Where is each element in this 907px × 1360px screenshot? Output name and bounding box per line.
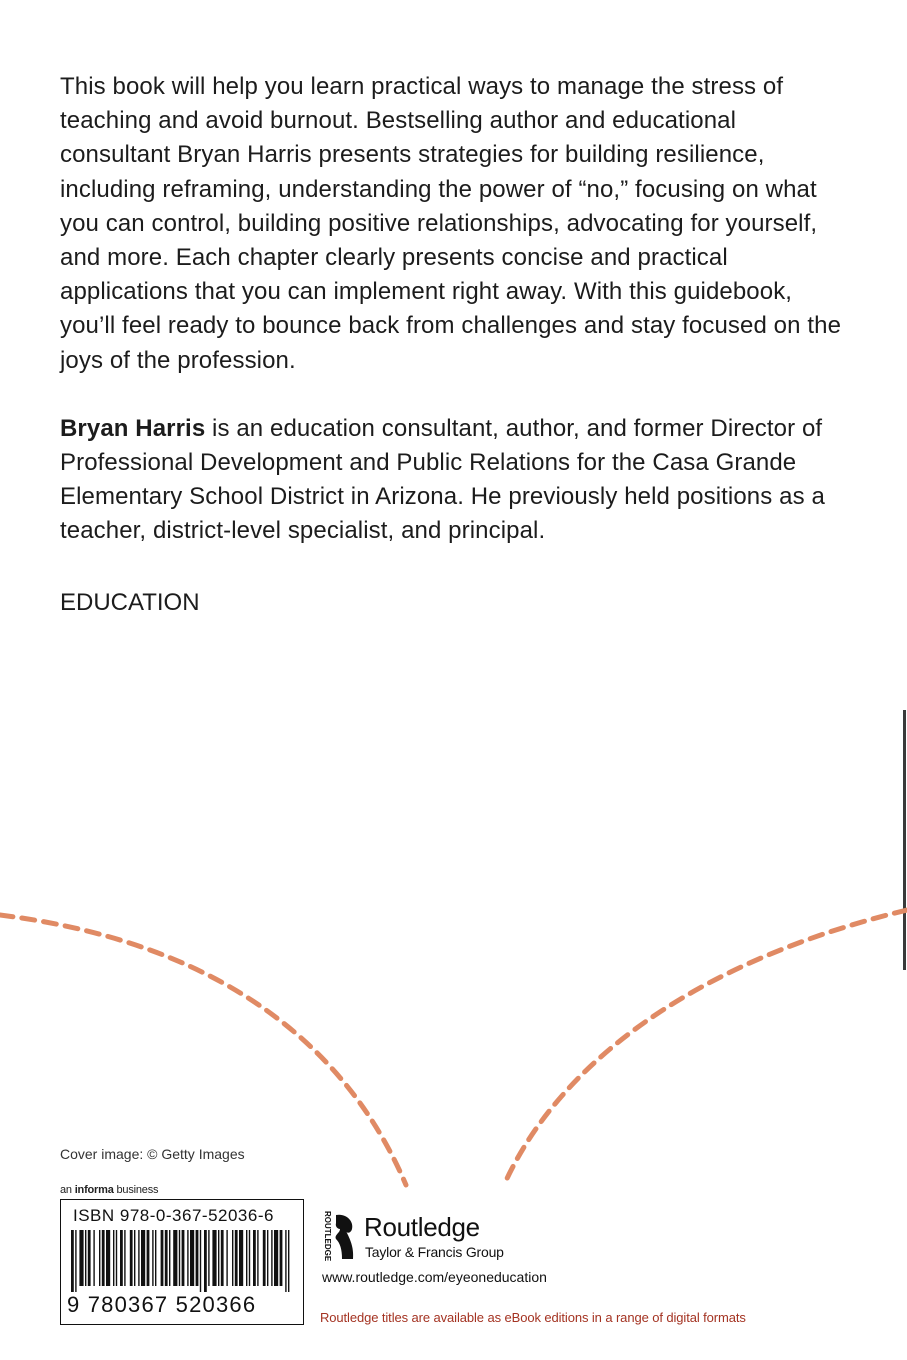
publisher-name: Routledge — [364, 1212, 480, 1242]
barcode-bar — [288, 1230, 289, 1292]
barcode-bar — [218, 1230, 219, 1286]
barcode-bar — [200, 1230, 201, 1292]
description-paragraph: This book will help you learn practical ways to manage the stress of teaching and avoid burnout. Bestselling author and educational consultant Bryan Harris presents strategies for building resilience, including reframing, understanding the power of “no,” focusing on what you can control, building positive relationships, advocating for yourself, and more. Each chapter clearly presents concise and practical applications that you can implement right away. With this guidebook, you’ll feel ready to bounce back from challenges and stay focused on the joys of the profession. — [60, 73, 842, 374]
barcode-bar — [106, 1230, 110, 1286]
barcode-bar — [165, 1230, 168, 1286]
barcode-bar — [187, 1230, 188, 1286]
barcode-bar — [169, 1230, 170, 1286]
barcode-icon — [69, 1230, 295, 1292]
barcode-bar — [130, 1230, 133, 1286]
barcode-bar — [267, 1230, 268, 1286]
author-bio: is an education consultant, author, and former Director of Professional Development and Public Relations for the Casa Grande Elementary School District in Arizona. He previously held positions as a teacher, district-level specialist, and principal. — [60, 414, 825, 545]
barcode-bar — [208, 1230, 209, 1286]
barcode-bar — [182, 1230, 185, 1286]
barcode-bar — [75, 1230, 76, 1292]
barcode-bar — [85, 1230, 86, 1286]
barcode-bar — [212, 1230, 216, 1286]
informa-business-tag: an informa business — [60, 1184, 159, 1196]
barcode-bar — [232, 1230, 233, 1286]
informa-brand: informa — [74, 1184, 114, 1196]
barcode-bar — [71, 1230, 74, 1292]
barcode-bar — [120, 1230, 123, 1286]
barcode-bar — [257, 1230, 258, 1286]
barcode-bar — [280, 1230, 283, 1286]
right-dashed-arc — [504, 910, 907, 1185]
category-label: EDUCATION — [60, 589, 200, 616]
isbn-barcode-box — [60, 1199, 304, 1325]
publisher-group: Taylor & Francis Group — [365, 1244, 504, 1260]
routledge-vertical-text: ROUTLEDGE — [323, 1211, 332, 1262]
barcode-bar — [79, 1230, 83, 1286]
barcode-bar — [155, 1230, 156, 1286]
cover-image-credit: Cover image: © Getty Images — [60, 1146, 245, 1162]
barcode-bar — [221, 1230, 224, 1286]
barcode-bar — [161, 1230, 164, 1286]
barcode-bar — [138, 1230, 139, 1286]
barcode-bar — [173, 1230, 177, 1286]
left-dashed-arc — [0, 915, 406, 1185]
barcode-bar — [179, 1230, 180, 1286]
barcode-bar — [147, 1230, 150, 1286]
barcode-bar — [93, 1230, 94, 1286]
barcode-bar — [102, 1230, 105, 1286]
barcode-bar — [141, 1230, 145, 1286]
barcode-bar — [263, 1230, 266, 1286]
barcode-bar — [196, 1230, 199, 1286]
barcode-bar — [239, 1230, 243, 1286]
barcode-bar — [235, 1230, 238, 1286]
barcode-bar — [249, 1230, 250, 1286]
barcode-bar — [285, 1230, 286, 1292]
barcode-bar — [124, 1230, 125, 1286]
barcode-bar — [271, 1230, 272, 1286]
barcode-number: 9 780367 520366 — [67, 1292, 257, 1317]
author-bio-paragraph — [60, 412, 850, 549]
barcode-bar — [99, 1230, 100, 1286]
barcode-bar — [116, 1230, 117, 1286]
routledge-knight-logo-icon — [318, 1209, 360, 1269]
isbn-label: ISBN 978-0-367-52036-6 — [73, 1206, 274, 1225]
barcode-bar — [274, 1230, 278, 1286]
barcode-bar — [190, 1230, 194, 1286]
publisher-url[interactable]: www.routledge.com/eyeoneducation — [322, 1269, 547, 1285]
barcode-bar — [253, 1230, 256, 1286]
back-cover-blurb — [60, 70, 850, 583]
author-name: Bryan Harris — [60, 414, 206, 442]
barcode-bar — [246, 1230, 247, 1286]
barcode-bar — [152, 1230, 153, 1286]
ebook-availability-note: Routledge titles are available as eBook editions in a range of digital formats — [320, 1310, 746, 1325]
barcode-bar — [204, 1230, 207, 1292]
barcode-bar — [134, 1230, 135, 1286]
barcode-bar — [113, 1230, 114, 1286]
barcode-bar — [226, 1230, 227, 1286]
barcode-bar — [88, 1230, 91, 1286]
